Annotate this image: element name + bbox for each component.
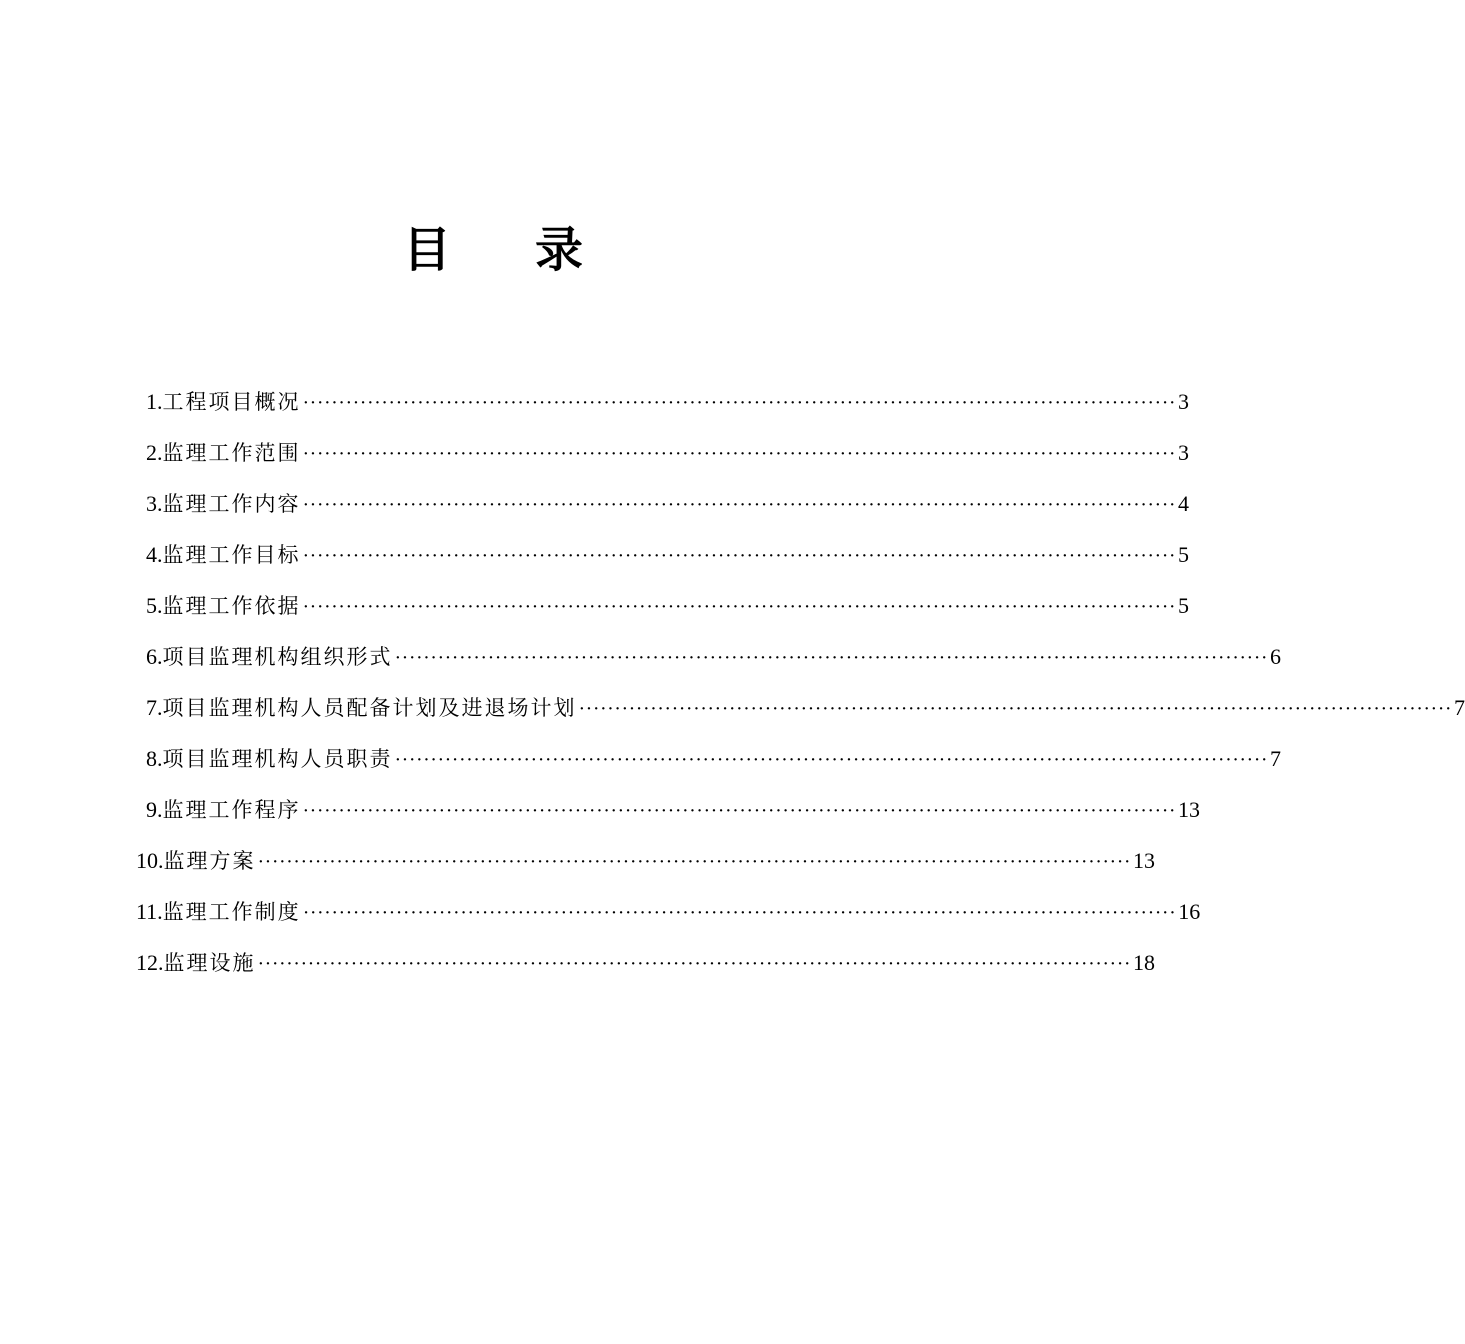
toc-heading — [0, 220, 950, 290]
toc-entry[interactable] — [136, 790, 1201, 841]
toc-entry[interactable] — [136, 433, 1190, 484]
toc-entry-page: 16 — [1178, 899, 1201, 924]
toc-entry-number: 12. — [136, 950, 164, 975]
toc-entry-page: 3 — [1178, 389, 1190, 414]
toc-entry-number: 6. — [146, 644, 163, 669]
toc-entry-page: 6 — [1270, 644, 1282, 669]
toc-entry-number: 2. — [146, 440, 163, 465]
toc-entry-number: 9. — [146, 797, 163, 822]
toc-heading-char-1: 目 — [403, 222, 452, 278]
toc-entry-number: 1. — [146, 389, 163, 414]
toc-entry[interactable] — [136, 637, 1282, 688]
toc-entry-number: 4. — [146, 542, 163, 567]
toc-entry-page: 13 — [1133, 848, 1156, 873]
toc-dot-leader: ·························································································································· — [394, 749, 1269, 771]
toc-entry-label: 项目监理机构人员配备计划及进退场计划 — [162, 696, 577, 720]
toc-entry-page: 7 — [1454, 695, 1465, 720]
toc-entry[interactable] — [136, 688, 1465, 739]
toc-dot-leader: ·························································································································· — [302, 494, 1177, 516]
toc-entry-page: 18 — [1133, 950, 1156, 975]
toc-entry-number: 5. — [146, 593, 163, 618]
toc-entry[interactable] — [136, 841, 1156, 892]
toc-entry[interactable] — [136, 739, 1282, 790]
toc-entry-label: 监理工作依据 — [162, 594, 301, 618]
toc-entry-label: 监理工作内容 — [162, 492, 301, 516]
toc-entry[interactable] — [136, 892, 1201, 943]
toc-entry-page: 4 — [1178, 491, 1190, 516]
toc-dot-leader: ·························································································································· — [302, 902, 1177, 924]
toc-dot-leader: ·························································································································· — [302, 443, 1177, 465]
toc-entry-page: 13 — [1178, 797, 1201, 822]
toc-entry-number: 10. — [136, 848, 164, 873]
toc-entry-page: 5 — [1178, 593, 1190, 618]
toc-entry-label: 监理工作目标 — [162, 543, 301, 567]
toc-entry-label: 监理设施 — [163, 951, 256, 975]
toc-entry-number: 8. — [146, 746, 163, 771]
toc-entry[interactable] — [136, 943, 1156, 994]
toc-dot-leader: ·························································································································· — [302, 596, 1177, 618]
toc-entry-label: 工程项目概况 — [162, 390, 301, 414]
toc-entry[interactable] — [136, 484, 1190, 535]
toc-dot-leader: ·························································································································· — [302, 800, 1177, 822]
toc-dot-leader: ·························································································································· — [257, 953, 1132, 975]
toc-entry-label: 项目监理机构组织形式 — [162, 645, 393, 669]
toc-entry-label: 监理方案 — [163, 849, 256, 873]
toc-entry-number: 7. — [146, 695, 163, 720]
toc-dot-leader: ·························································································································· — [257, 851, 1132, 873]
toc-list — [136, 382, 1465, 994]
toc-entry-page: 5 — [1178, 542, 1190, 567]
toc-entry-label: 监理工作范围 — [162, 441, 301, 465]
toc-entry-label: 监理工作程序 — [162, 798, 301, 822]
toc-dot-leader: ·························································································································· — [578, 698, 1453, 720]
toc-dot-leader: ·························································································································· — [302, 392, 1177, 414]
toc-dot-leader: ·························································································································· — [394, 647, 1269, 669]
toc-entry[interactable] — [136, 382, 1190, 433]
toc-entry[interactable] — [136, 535, 1190, 586]
toc-entry-number: 11. — [136, 899, 163, 924]
toc-dot-leader: ·························································································································· — [302, 545, 1177, 567]
toc-entry-label: 监理工作制度 — [162, 900, 301, 924]
toc-entry-number: 3. — [146, 491, 163, 516]
toc-entry-page: 3 — [1178, 440, 1190, 465]
toc-entry[interactable] — [136, 586, 1190, 637]
toc-entry-label: 项目监理机构人员职责 — [162, 747, 393, 771]
toc-heading-char-2: 录 — [535, 222, 584, 278]
toc-entry-page: 7 — [1270, 746, 1282, 771]
